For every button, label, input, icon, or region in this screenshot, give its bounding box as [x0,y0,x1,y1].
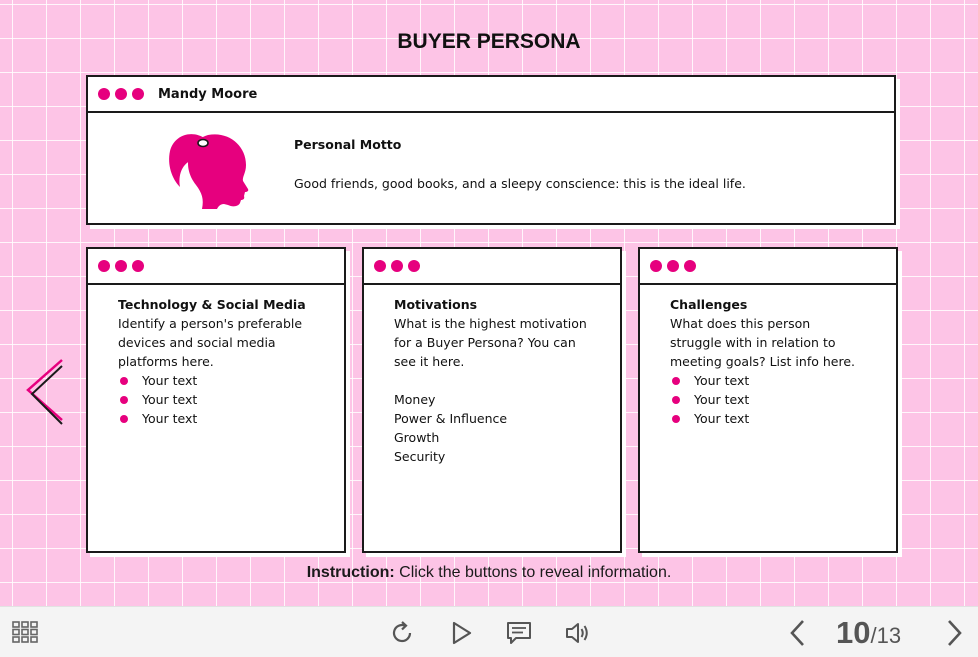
woman-profile-icon [162,121,252,209]
challenges-card[interactable] [638,247,898,553]
window-dots [98,88,144,100]
window-dot [115,260,127,272]
captions-icon[interactable] [506,621,532,645]
list-item: Your text [670,371,882,390]
list-item: Your text [118,371,330,390]
card-description-line: devices and social media [118,335,276,350]
card-description-line: What does this person [670,316,811,331]
slide-title: BUYER PERSONA [397,30,581,53]
current-page: 10 [836,615,871,650]
window-dots [374,260,420,272]
window-dot [408,260,420,272]
card-description-line: What is the highest motivation [394,316,587,331]
window-dot [98,88,110,100]
list-item: Power & Influence [394,411,508,426]
card-description-line: struggle with in relation to [670,335,836,350]
card-title: Challenges [670,297,748,312]
card-header [364,249,620,285]
bullet-list [670,371,882,428]
window-dot [667,260,679,272]
list-item: Growth [394,430,440,445]
card-description-line: Identify a person's preferable [118,316,303,331]
persona-name: Mandy Moore [158,86,258,102]
instruction-text [0,564,978,582]
list-item: Your text [118,409,330,428]
total-pages: /13 [870,623,902,648]
play-icon[interactable] [451,621,473,645]
previous-arrow-icon[interactable] [24,356,64,428]
list-item: Money [394,392,436,407]
motto-text: Good friends, good books, and a sleepy conscience: this is the ideal life. [294,176,746,191]
window-dot [684,260,696,272]
card-description-line: platforms here. [118,354,214,369]
player-toolbar [0,606,978,657]
card-description-line: meeting goals? List info here. [670,354,855,369]
window-dots [98,260,144,272]
card-title: Technology & Social Media [118,297,306,312]
profile-panel [86,75,896,225]
window-dot [115,88,127,100]
motivations-card[interactable] [362,247,622,553]
list-item: Your text [118,390,330,409]
card-header [88,249,344,285]
chevron-right-icon[interactable] [946,619,964,647]
chevron-left-icon[interactable] [788,619,806,647]
list-item: Your text [670,409,882,428]
card-body [118,295,330,428]
window-dot [98,260,110,272]
bullet-list [118,371,330,428]
window-dot [132,88,144,100]
card-description-line: for a Buyer Persona? You can [394,335,576,350]
technology-card[interactable] [86,247,346,553]
profile-panel-header [88,77,894,113]
replay-icon[interactable] [389,620,415,646]
card-title: Motivations [394,297,478,312]
instruction-label: Instruction: [306,564,395,581]
window-dot [374,260,386,272]
window-dot [132,260,144,272]
window-dots [650,260,696,272]
window-dot [650,260,662,272]
instruction-body: Click the buttons to reveal information. [394,564,672,581]
volume-icon[interactable] [564,621,590,645]
grid-menu-icon[interactable] [12,621,38,643]
card-header [640,249,896,285]
card-description-line: see it here. [394,354,465,369]
window-dot [391,260,403,272]
list-item: Your text [670,390,882,409]
card-body [670,295,882,428]
page-counter [836,615,901,651]
list-item: Security [394,449,446,464]
card-body [394,295,606,466]
motto-title: Personal Motto [294,137,402,152]
